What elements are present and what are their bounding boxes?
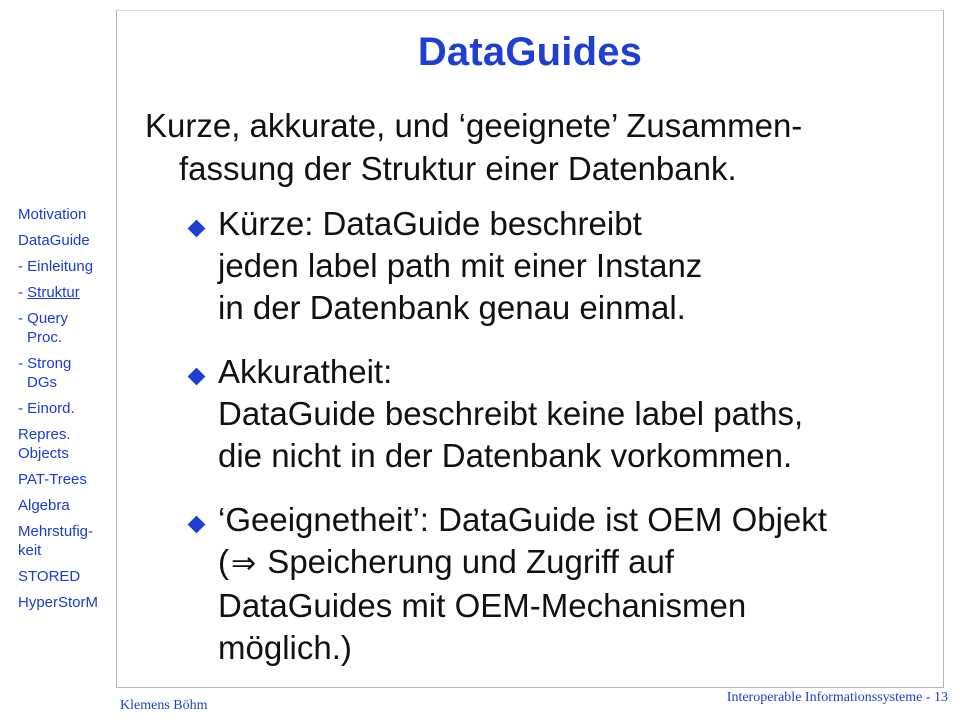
nav-item-einleitung[interactable]	[18, 257, 114, 276]
bullet-line: DataGuide beschreibt keine label paths,	[218, 395, 804, 432]
nav-item-prefix: -	[18, 284, 28, 301]
blue-diamond-bullet-icon	[188, 516, 206, 534]
bullet-line: jeden label path mit einer Instanz	[218, 247, 703, 284]
nav-item-label: Algebra	[18, 497, 70, 514]
bullet-line: Kürze: DataGuide beschreibt	[218, 205, 642, 242]
nav-item-label: Motivation	[18, 206, 87, 223]
nav-item-label: DataGuide	[18, 232, 90, 249]
nav-item-stored[interactable]	[18, 567, 114, 586]
bullet-line: DataGuides mit OEM-Mechanismen	[218, 587, 747, 624]
blue-diamond-bullet-icon	[188, 368, 206, 386]
blue-diamond-bullet-icon	[188, 220, 206, 238]
nav-item-repres-objects[interactable]	[18, 425, 114, 463]
bullet-line: möglich.)	[218, 629, 352, 666]
nav-item-algebra[interactable]	[18, 496, 114, 515]
nav-item-dataguide[interactable]	[18, 231, 114, 250]
side-navigation	[18, 205, 114, 619]
bullet-line: ‘Geeignetheit’: DataGuide ist OEM Objekt	[218, 501, 827, 538]
slide-title: DataGuides	[417, 30, 643, 74]
paren-open: (	[218, 543, 229, 580]
nav-item-label: Repres.	[18, 426, 71, 443]
bullet-line	[218, 541, 928, 585]
bullet-line: die nicht in der Datenbank vorkommen.	[218, 437, 793, 474]
bullet-item-kuerze	[188, 203, 928, 329]
nav-item-label-active: Struktur	[27, 284, 80, 301]
nav-item-hyperstorm[interactable]	[18, 593, 114, 612]
nav-item-label: STORED	[18, 568, 81, 585]
nav-item-label: - Einord.	[18, 400, 75, 417]
nav-item-label-cont: keit	[18, 542, 42, 559]
intro-line: Kurze, akkurate, und ‘geeignete’ Zusammen-	[145, 107, 803, 144]
nav-item-label: PAT-Trees	[18, 471, 87, 488]
bullet-line: in der Datenbank genau einmal.	[218, 289, 686, 326]
nav-item-label-cont: Objects	[18, 445, 69, 462]
nav-item-einord[interactable]	[18, 399, 114, 418]
nav-item-mehrstufigkeit[interactable]	[18, 522, 114, 560]
nav-item-label-cont: DGs	[27, 374, 57, 391]
nav-item-strong-dgs[interactable]	[18, 354, 114, 392]
nav-item-label: - Strong	[18, 355, 72, 372]
intro-text	[145, 104, 935, 190]
bullet-item-akkuratheit	[188, 351, 928, 477]
nav-item-query-proc[interactable]	[18, 309, 114, 347]
nav-item-label: - Query	[18, 310, 69, 327]
bullet-line: Akkuratheit:	[218, 353, 393, 390]
nav-item-label: Mehrstufig-	[18, 523, 94, 540]
bullet-list	[188, 203, 928, 691]
intro-line: fassung der Struktur einer Datenbank.	[179, 150, 737, 187]
nav-item-pat-trees[interactable]	[18, 470, 114, 489]
bullet-line-rest: Speicherung und Zugriff auf	[258, 543, 674, 580]
nav-item-struktur[interactable]	[18, 283, 114, 302]
nav-item-label: - Einleitung	[18, 258, 94, 275]
footer-course-page: Interoperable Informationssysteme - 13	[726, 690, 948, 705]
nav-item-label: HyperStorM	[18, 594, 99, 611]
footer-author: Klemens Böhm	[120, 698, 208, 713]
nav-item-label-cont: Proc.	[27, 329, 63, 346]
bullet-item-geeignetheit	[188, 499, 928, 669]
implies-arrow-icon: ⇒	[231, 546, 257, 581]
nav-item-motivation[interactable]	[18, 205, 114, 224]
